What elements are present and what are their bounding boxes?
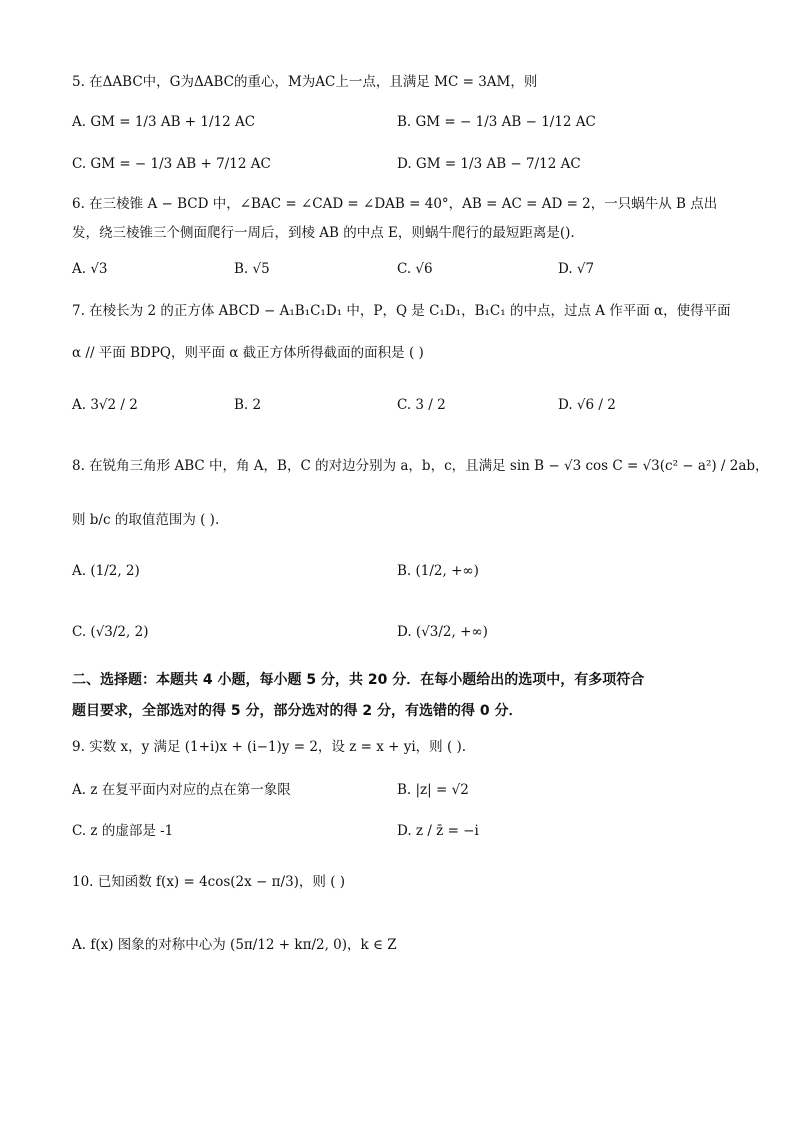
q7-option-a: A. 3√2 / 2 <box>72 397 138 413</box>
q6-option-d: D. √7 <box>558 261 595 277</box>
q5-option-d: D. GM = 1/3 AB − 7/12 AC <box>397 156 581 172</box>
q5-option-c: C. GM = − 1/3 AB + 7/12 AC <box>72 156 271 172</box>
q8-stem-line1: 8. 在锐角三角形 ABC 中，角 A，B，C 的对边分别为 a，b，c，且满足 sin B − √3 cos C = √3(c² − a²) / 2ab， <box>72 458 769 474</box>
q8-stem-line2: 则 b/c 的取值范围为 ( ). <box>72 512 220 528</box>
q8-option-c: C. (√3/2, 2) <box>72 624 149 640</box>
q6-option-b: B. √5 <box>234 261 270 277</box>
q9-option-c: C. z 的虚部是 -1 <box>72 823 174 839</box>
q8-option-b: B. (1/2, +∞) <box>397 563 479 579</box>
q6-stem-line1: 6. 在三棱锥 A − BCD 中，∠BAC = ∠CAD = ∠DAB = 40°，AB = AC = AD = 2，一只蜗牛从 B 点出 <box>72 196 718 212</box>
q5-option-b: B. GM = − 1/3 AB − 1/12 AC <box>397 114 596 130</box>
section2-heading-line1: 二、选择题：本题共 4 小题，每小题 5 分，共 20 分．在每小题给出的选项中，有多项符合 <box>72 672 645 688</box>
q9-option-a: A. z 在复平面内对应的点在第一象限 <box>72 782 291 798</box>
q7-option-d: D. √6 / 2 <box>558 397 616 413</box>
q8-option-a: A. (1/2, 2) <box>72 563 140 579</box>
q5-option-a: A. GM = 1/3 AB + 1/12 AC <box>72 114 256 130</box>
q7-option-c: C. 3 / 2 <box>397 397 446 413</box>
q9-option-d: D. z / z̄ = −i <box>397 823 479 839</box>
q6-option-a: A. √3 <box>72 261 108 277</box>
section2-heading-line2: 题目要求，全部选对的得 5 分，部分选对的得 2 分，有选错的得 0 分． <box>72 703 523 719</box>
q9-stem: 9. 实数 x，y 满足 (1+i)x + (i−1)y = 2，设 z = x + yi，则 ( ). <box>72 739 467 755</box>
q7-stem-line2: α // 平面 BDPQ，则平面 α 截正方体所得截面的面积是 ( ) <box>72 345 424 361</box>
q6-option-c: C. √6 <box>397 261 433 277</box>
q10-stem: 10. 已知函数 f(x) = 4cos(2x − π/3)，则 ( ) <box>72 874 346 890</box>
q6-stem-line2: 发，绕三棱锥三个侧面爬行一周后，到棱 AB 的中点 E，则蜗牛爬行的最短距离是(). <box>72 225 575 241</box>
q9-option-b: B. |z| = √2 <box>397 782 469 798</box>
q7-option-b: B. 2 <box>234 397 262 413</box>
q7-stem-line1: 7. 在棱长为 2 的正方体 ABCD − A₁B₁C₁D₁ 中，P，Q 是 C₁D₁，B₁C₁ 的中点，过点 A 作平面 α，使得平面 <box>72 303 731 319</box>
q10-option-a: A. f(x) 图象的对称中心为 (5π/12 + kπ/2, 0)，k ∈ Z <box>72 937 397 953</box>
q8-option-d: D. (√3/2, +∞) <box>397 624 488 640</box>
q5-stem: 5. 在ΔABC中，G为ΔABC的重心，M为AC上一点，且满足 MC = 3AM，则 <box>72 74 538 90</box>
